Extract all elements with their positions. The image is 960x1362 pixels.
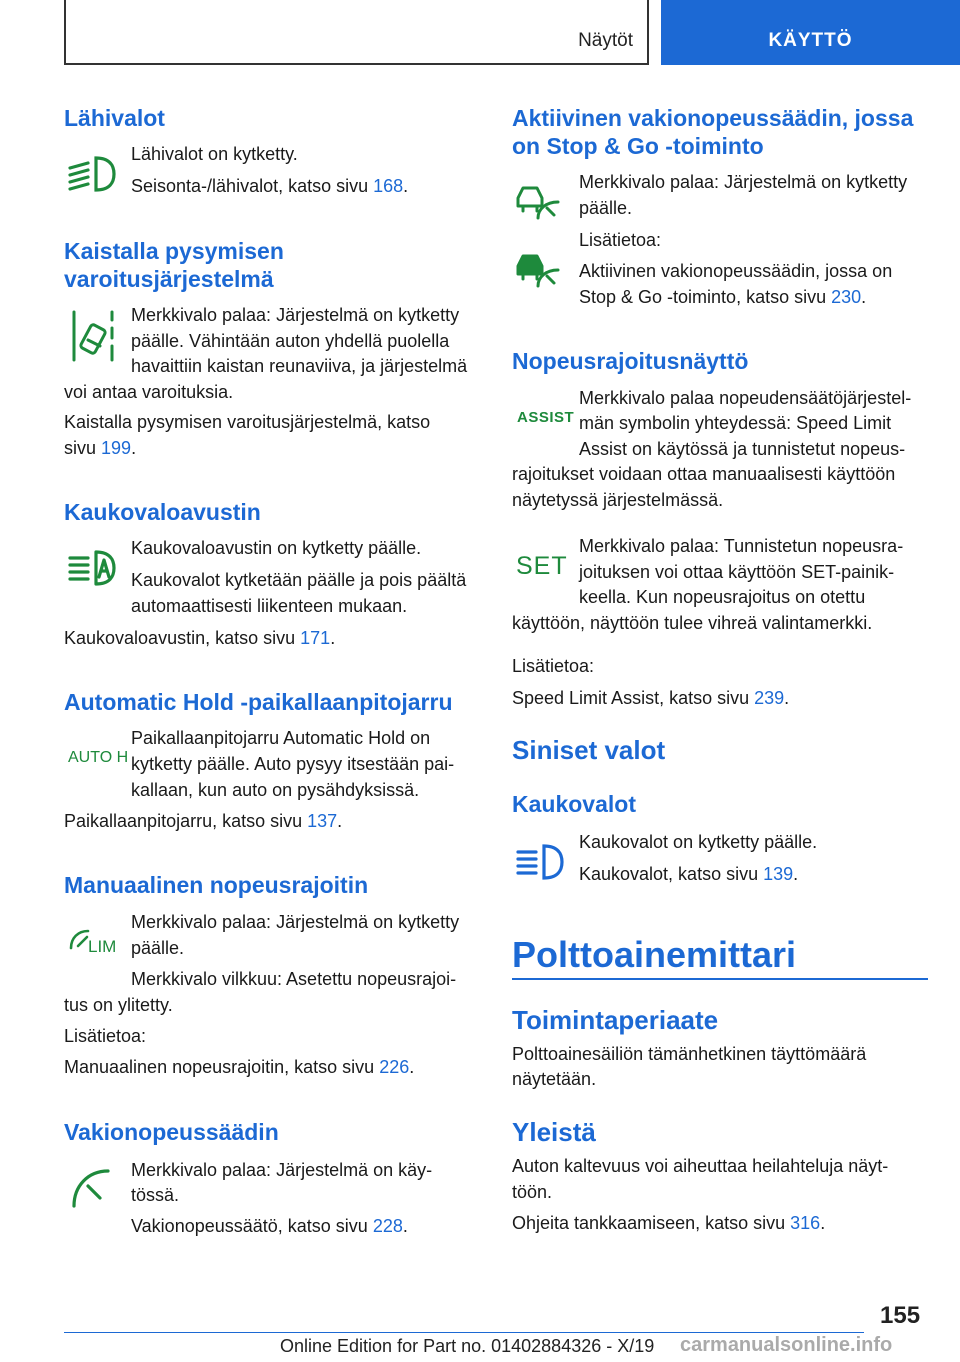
text-set-4: käyttöön, näyttöön tulee vihreä valintamerkki. — [512, 613, 873, 633]
text-lahivalot-1: Lähivalot on kytketty. — [131, 144, 298, 164]
heading-polttoainemittari: Polttoainemittari — [512, 934, 797, 975]
text-yleista-2: töön. — [512, 1182, 553, 1202]
text-lim-4: tus on ylitetty. — [64, 995, 173, 1015]
heading-autohold: Automatic Hold -paikallaanpitojarru — [64, 689, 453, 715]
text-vakio-1: Merkkivalo palaa: Järjestelmä on käy- — [131, 1160, 433, 1180]
text-yleista-3: Ohjeita tankkaamiseen, katso sivu 316. — [512, 1213, 826, 1233]
footer-rule — [64, 1332, 864, 1333]
assist-icon: ASSIST — [517, 409, 575, 426]
text-kaukovaloavustin-3: automaattisesti liikenteen mukaan. — [131, 596, 408, 616]
heading-kaukovalot: Kaukovalot — [512, 791, 636, 817]
page-link-137[interactable]: 137 — [307, 811, 338, 831]
text-set-5: Lisätietoa: — [512, 656, 595, 676]
page-link-171[interactable]: 171 — [300, 628, 331, 648]
text-lahivalot-2: Seisonta-/lähivalot, katso sivu 168. — [131, 176, 409, 196]
text-kaista-6: sivu 199. — [64, 438, 137, 458]
auto-hold-icon: AUTO H — [68, 749, 129, 766]
low-beam-icon — [66, 152, 118, 196]
high-beam-icon — [514, 840, 566, 884]
text-kaukovalot-1: Kaukovalot on kytketty päälle. — [579, 832, 818, 852]
text-kaista-3: havaittiin kaistan reunaviiva, ja järjestelmä — [131, 356, 468, 376]
lim-label-icon: LIM — [88, 937, 117, 956]
acc-car-distance-icon — [514, 246, 566, 290]
high-beam-assistant-icon — [66, 546, 118, 590]
text-poltto-2: näytetään. — [512, 1069, 597, 1089]
page-link-139[interactable]: 139 — [763, 864, 794, 884]
text-vakio-3: Vakionopeussäätö, katso sivu 228. — [131, 1216, 408, 1236]
cruise-control-icon — [70, 1166, 114, 1210]
heading-lahivalot: Lähivalot — [64, 105, 165, 131]
text-set-2: joituksen voi ottaa käyttöön SET-painik- — [579, 562, 895, 582]
text-kaukovaloavustin-4: Kaukovaloavustin, katso sivu 171. — [64, 628, 336, 648]
text-lim-5: Lisätietoa: — [64, 1026, 147, 1046]
text-kaukovaloavustin-2: Kaukovalot kytketään päälle ja pois päältä — [131, 570, 467, 590]
text-kaista-4: voi antaa varoituksia. — [64, 382, 234, 402]
text-autohold-3: kallaan, kun auto on pysähdyksissä. — [131, 780, 420, 800]
text-kaista-1: Merkkivalo palaa: Järjestelmä on kytketty — [131, 305, 460, 325]
page-link-199[interactable]: 199 — [101, 438, 132, 458]
text-yleista-1: Auton kaltevuus voi aiheuttaa heilahteluja näyt- — [512, 1156, 889, 1176]
heading-toimintaperiaate: Toimintaperiaate — [512, 1005, 719, 1035]
text-kaista-2: päälle. Vähintään auton yhdellä puolella — [131, 331, 450, 351]
text-kaukovaloavustin-1: Kaukovaloavustin on kytketty päälle. — [131, 538, 422, 558]
text-lim-2: päälle. — [131, 938, 185, 958]
page-link-230[interactable]: 230 — [831, 287, 862, 307]
heading-lim: Manuaalinen nopeusrajoitin — [64, 872, 369, 898]
heading-kaukovaloavustin: Kaukovaloavustin — [64, 499, 261, 525]
text-nopeus-3: Assist on käytössä ja tunnistetut nopeus- — [579, 439, 906, 459]
heading-acc-2: on Stop & Go -toiminto — [512, 133, 764, 159]
page-link-226[interactable]: 226 — [379, 1057, 410, 1077]
text-autohold-1: Paikallaanpitojarru Automatic Hold on — [131, 728, 431, 748]
heading-acc-1: Aktiivinen vakionopeussäädin, jossa — [512, 105, 914, 131]
header-section-tab — [64, 0, 649, 65]
text-acc-5: Stop & Go -toiminto, katso sivu 230. — [579, 287, 867, 307]
watermark: carmanualsonline.info — [680, 1334, 893, 1356]
header-chapter-label: KÄYTTÖ — [768, 30, 853, 51]
heading-yleista: Yleistä — [512, 1117, 596, 1147]
page-link-239[interactable]: 239 — [754, 688, 785, 708]
page-link-316[interactable]: 316 — [790, 1213, 821, 1233]
text-lim-3: Merkkivalo vilkkuu: Asetettu nopeusrajoi- — [131, 969, 457, 989]
heading-kaista-2: varoitusjärjestelmä — [64, 266, 274, 292]
text-acc-2: päälle. — [579, 198, 633, 218]
text-autohold-4: Paikallaanpitojarru, katso sivu 137. — [64, 811, 343, 831]
heading-siniset: Siniset valot — [512, 735, 666, 765]
text-autohold-2: kytketty päälle. Auto pysyy itsestään pai- — [131, 754, 455, 774]
text-acc-4: Aktiivinen vakionopeussäädin, jossa on — [579, 261, 893, 281]
text-nopeus-4: rajoitukset voidaan ottaa manuaalisesti käyttöön — [512, 464, 896, 484]
text-nopeus-1: Merkkivalo palaa nopeudensäätöjärjestel- — [579, 388, 912, 408]
page-link-168[interactable]: 168 — [373, 176, 404, 196]
set-icon: SET — [516, 552, 568, 580]
heading-kaista-1: Kaistalla pysymisen — [64, 238, 284, 264]
heading-nopeus: Nopeusrajoitusnäyttö — [512, 348, 749, 374]
page-link-228[interactable]: 228 — [372, 1216, 403, 1236]
text-acc-3: Lisätietoa: — [579, 230, 662, 250]
text-kaukovalot-2: Kaukovalot, katso sivu 139. — [579, 864, 799, 884]
text-nopeus-2: män symbolin yhteydessä: Speed Limit — [579, 413, 892, 433]
text-lim-1: Merkkivalo palaa: Järjestelmä on kytketty — [131, 912, 460, 932]
text-lim-6: Manuaalinen nopeusrajoitin, katso sivu 226. — [64, 1057, 415, 1077]
section-rule — [512, 978, 928, 980]
header-section-label: Näytöt — [578, 30, 633, 51]
text-nopeus-5: näytetyssä järjestelmässä. — [512, 490, 724, 510]
heading-vakio: Vakionopeussäädin — [64, 1119, 279, 1145]
text-poltto-1: Polttoainesäiliön tämänhetkinen täyttömäärä — [512, 1044, 867, 1064]
text-vakio-2: tössä. — [131, 1185, 180, 1205]
header-chapter-tab — [661, 0, 960, 65]
text-acc-1: Merkkivalo palaa: Järjestelmä on kytketty — [579, 172, 908, 192]
acc-car-gauge-icon — [514, 178, 566, 222]
text-set-6: Speed Limit Assist, katso sivu 239. — [512, 688, 790, 708]
lane-departure-icon — [70, 308, 116, 364]
page-number: 155 — [880, 1302, 921, 1329]
text-set-1: Merkkivalo palaa: Tunnistetun nopeusra- — [579, 536, 904, 556]
text-kaista-5: Kaistalla pysymisen varoitusjärjestelmä, katso — [64, 412, 431, 432]
footer-edition: Online Edition for Part no. 01402884326 - X/19 — [280, 1336, 655, 1356]
text-set-3: keella. Kun nopeusrajoitus on otettu — [579, 587, 866, 607]
